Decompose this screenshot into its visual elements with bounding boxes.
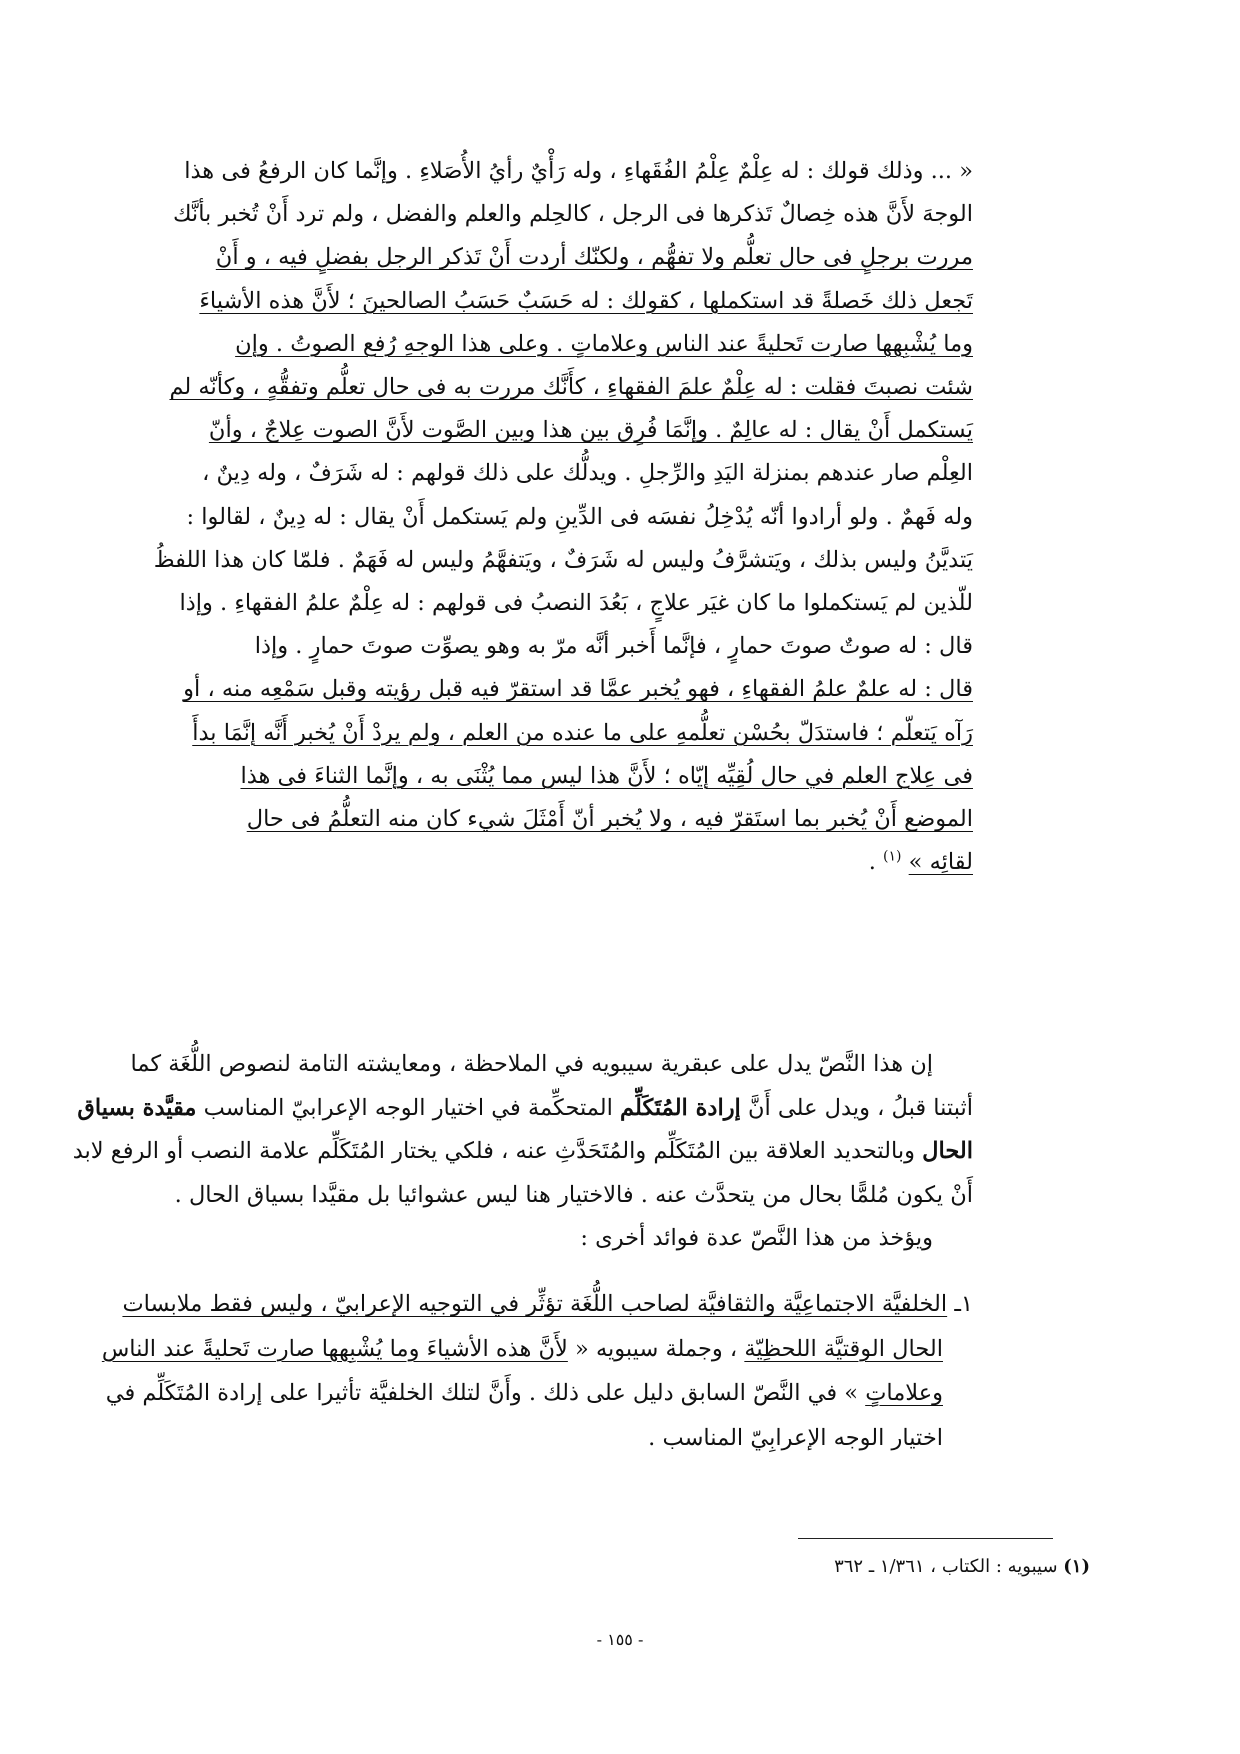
footnote-reference[interactable]: (١) (883, 848, 902, 865)
text-run: وعلاماتٍ (865, 1380, 943, 1406)
quote-line: للّذين لم يَستكملوا ما كان غيَر علاجٍ ، بَعُدَ النصبُ فى قولهم : له عِلْمٌ علمُ الفقهاءِ . وإذا (179, 590, 973, 617)
quote-line: فى عِلاج العلم في حال لُقِيِّه إيّاه ؛ لأَنَّ هذا ليس مما يُثْنَى به ، وإنَّما الثناءَ فى هذا (240, 762, 973, 789)
quote-line: العِلْم صار عندهم بمنزلة اليَدِ والرِّجلِ . ويدلُّك على ذلك قولهم : له شَرَفٌ ، وله دِينٌ ، (202, 460, 973, 487)
text-run: الحال الوقتيَّة اللحظِيّة (744, 1335, 943, 1362)
paragraph-line: أَنْ يكون مُلمًّا بحال من يتحدَّث عنه . فالاختيار هنا ليس عشوائيا بل مقيَّدا بسياق الحال . (174, 1181, 973, 1208)
text-run: » في النَّصّ السابق دليل على ذلك . وأَنَّ لتلك الخلفيَّة تأثيرا على إرادة المُتَكَلِّم في (105, 1380, 866, 1406)
quote-terminator: . (868, 849, 884, 876)
page-number: - ١٥٥ - (596, 1630, 644, 1649)
paragraph-line: ويؤخذ من هذا النَّصّ عدة فوائد أخرى : (580, 1225, 933, 1251)
quote-line: الوجهَ لأَنَّ هذه خِصالٌ تَذكرها فى الرجل ، كالحِلم والعلم والفضل ، ولم ترد أَنْ تُخبر بأنَّك (172, 201, 973, 228)
quote-line: « ... وذلك قولك : له عِلْمٌ عِلْمُ الفُقَهاءِ ، وله رَأْيٌ رأيُ الأُصَلاءِ . وإنَّما كان الرفعُ فى هذا (184, 158, 973, 184)
paragraph-line: إن هذا النَّصّ يدل على عبقرية سيبويه في الملاحظة ، ومعايشته التامة لنصوص اللُّغَة كما (130, 1051, 933, 1077)
quote-line: يَستكمل أَنْ يقال : له عالِمٌ . وإنَّمَا فُرِق بين هذا وبين الصَّوت لأَنَّ الصوت عِلاجٌ ، وأنّ (208, 417, 973, 444)
analysis-paragraph (72, 1043, 973, 1261)
paragraph-line (72, 1130, 973, 1174)
bold-term: مقيَّدة بسياق (77, 1094, 197, 1121)
footnote (834, 1553, 1090, 1581)
list-line (101, 1327, 973, 1372)
quote-line: تَجعل ذلك خَصلةً قد استكملها ، كقولك : له حَسَبٌ حَسَبُ الصالحينَ ؛ لأَنَّ هذه الأشياءَ (199, 287, 973, 314)
quote-line: وما يُشْبِهها صارت تَحليةً عند الناس وعلاماتٍ . وعلى هذا الوجهِ رُفع الصوتُ . وإن (235, 330, 973, 357)
quote-line: رَآه يَتعلّم ؛ فاستدَلّ بحُسْن تعلُّمهِ على ما عنده من العلم ، ولم يردْ أَنْ يُخبر أَنَّه إنَّمَا بدأَ (192, 719, 973, 746)
list-number: ١ـ (954, 1291, 973, 1317)
benefit-list-item (101, 1282, 973, 1460)
quote-line: يَتديَّنُ وليس بذلك ، ويَتشرَّفُ وليس له شَرَفٌ ، ويَتفهَّمُ وليس له فَهَمٌ . فلمّا كان هذا اللفظُ (153, 546, 973, 573)
quote-line-end: لقائِه » (908, 849, 973, 876)
footnote-divider (798, 1538, 1053, 1539)
list-line: اختيار الوجه الإعرابِيّ المناسب . (648, 1424, 943, 1451)
sibawayh-quotation (153, 150, 973, 884)
text-run: ، وجملة سيبويه « (567, 1335, 745, 1362)
paragraph-line (77, 1087, 973, 1131)
text-run: الخلفيَّة الاجتماعِيَّة والثقافيَّة لصاحب اللُّغَة تؤثِّر في التوجيه الإعرابيّ ، وليس فقط ملابسات (122, 1291, 948, 1317)
quote-line: الموضع أَنْ يُخبر بما استَقرّ فيه ، ولا يُخبر أنّ أَمْثَلَ شيء كان منه التعلُّمُ فى حال (246, 806, 973, 833)
footnote-marker: (١) (1063, 1556, 1090, 1577)
footnote-text: سيبويه : الكتاب ، ١/٣٦١ ـ ٣٦٢ (834, 1556, 1064, 1577)
text-run: وبالتحديد العلاقة بين المُتَكَلِّم والمُتَحَدَّثِ عنه ، فلكي يختار المُتَكَلِّم علامة النصب أو الرفع لابد (72, 1138, 923, 1164)
bold-term: الحال (922, 1138, 973, 1164)
quote-line: وله فَهمٌ . ولو أرادوا أنّه يُدْخِلُ نفسَه فى الدِّينِ ولم يَستكمل أَنْ يقال : له دِينٌ ، لقالوا : (186, 503, 973, 530)
quote-line: مررت برجلٍ فى حال تعلُّم ولا تفهُّم ، ولكنّك أردت أَنْ تَذكر الرجل بفضلٍ فيه ، و أَنْ (215, 244, 973, 271)
quote-line: شئت نصبتَ فقلت : له عِلْمٌ علمَ الفقهاءِ ، كأَنَّك مررت به فى حال تعلُّم وتفقُّهٍ ، وكأنّه لم (169, 374, 973, 401)
bold-term: إرادة المُتَكَلِّم (620, 1094, 741, 1121)
quote-line: قال : له صوتٌ صوتَ حمارٍ ، فإنَّما أَخبر أنَّه مرّ به وهو يصوِّت صوتَ حمارٍ . وإذا (254, 633, 973, 660)
quote-last-line (180, 841, 973, 884)
text-run: أثبتنا قبلُ ، ويدل على أَنَّ (740, 1094, 973, 1121)
text-run: لأَنَّ هذه الأشياءَ وما يُشْبِهها صارت تَحليةً عند الناس (101, 1335, 568, 1362)
text-run: المتحكِّمة في اختيار الوجه الإعرابيّ المناسب (196, 1094, 621, 1121)
quote-line: قال : له علمٌ علمُ الفقهاءِ ، فهو يُخبر عمَّا قد استقرّ فيه قبل رؤيته وقبل سَمْعِه منه ، أو (183, 676, 973, 703)
list-line (105, 1371, 973, 1416)
list-line (119, 1282, 973, 1327)
